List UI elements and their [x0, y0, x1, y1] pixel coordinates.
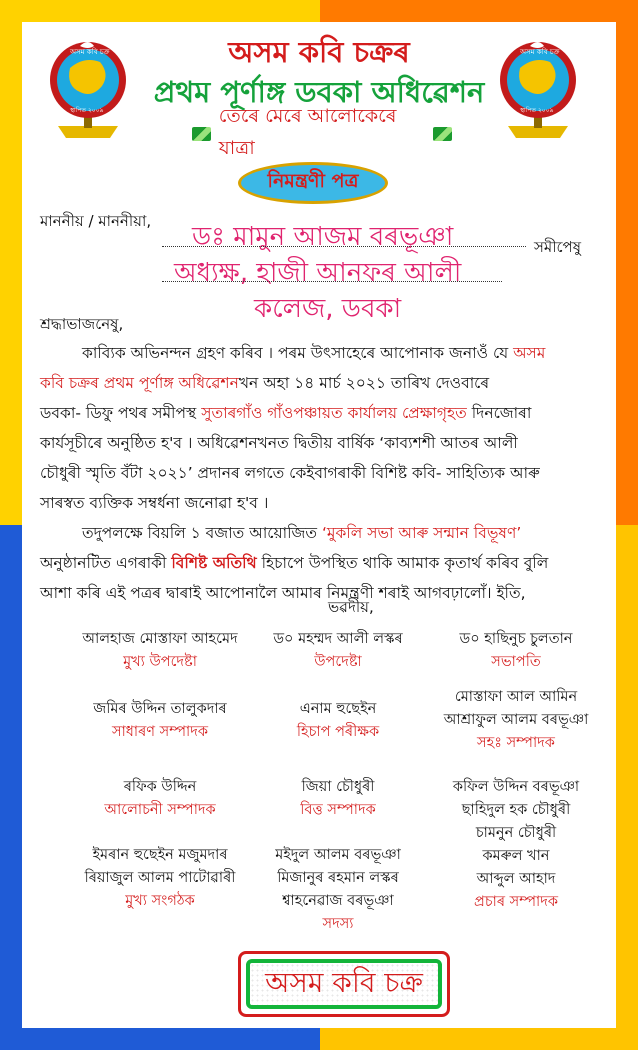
signatory [238, 776, 438, 822]
signatory-name: ছাহিদুল হক চৌধুৰী [461, 802, 571, 818]
recipient-institution: কলেজ, ডবকা [254, 294, 402, 324]
signatory-name: ৰফিক উদ্দিন [123, 779, 197, 795]
logo-ring-year: স্থাপিত ২০০৯ [520, 107, 554, 114]
signatory [60, 698, 260, 744]
footer-badge [238, 951, 450, 1017]
signatory-role: বিত্ত সম্পাদক [300, 802, 376, 818]
body-line: কবি চক্ৰৰ প্ৰথম পূৰ্ণাঙ্গ অধিৱেশনখন অহা ১৪ মাৰ্চ ২০২১ তাৰিখ দেওবাৰে [40, 374, 490, 392]
motto-text: তেৰে মেৰে আলোকেৰে যাত্ৰা [218, 105, 397, 159]
address-dotted-line [162, 246, 526, 247]
signatory [60, 776, 260, 822]
signatory-name: জিয়া চৌধুৰী [301, 779, 375, 795]
signatory-name: চামনুন চৌধুৰী [475, 825, 557, 841]
recipient-name: ডঃ মামুন আজম বৰভূঞা [192, 222, 454, 252]
signatory-role: সভাপতি [491, 654, 541, 670]
signatory-role: প্ৰচাৰ সম্পাদক [474, 894, 558, 910]
motto-banner [192, 105, 452, 159]
signatory [416, 686, 616, 755]
signatory-name: এনাম হুছেইন [299, 701, 377, 717]
signatory [238, 844, 438, 936]
signatory-name: মইদুল আলম বৰভূঞা [275, 847, 401, 863]
signatory-name: আলহাজ মোস্তাফা আহমেদ [82, 631, 238, 647]
signatory [238, 698, 438, 744]
body-line: কাব্যিক অভিনন্দন গ্ৰহণ কৰিব । পৰম উৎসাহেৰে আপোনাক জনাওঁ যে অসম [82, 344, 546, 362]
logo-ring-year: স্থাপিত ২০০৯ [70, 107, 104, 114]
body-line: সাৰস্বত ব্যক্তিক সম্বৰ্ধনা জনোৱা হ'ব । [40, 494, 269, 512]
footer-badge-text: অসম কবি চক্ৰ [265, 965, 423, 999]
body-line: অনুষ্ঠানটিত এগৰাকী বিশিষ্ট অতিথি হিচাপে উপস্থিত থাকি আমাক কৃতাৰ্থ কৰিব বুলি [40, 554, 549, 572]
signatory-role: সদস্য [322, 916, 354, 932]
invitation-label-text: নিমন্ত্ৰণী পত্ৰ [267, 170, 359, 192]
signatory-name: কফিল উদ্দিন বৰভূঞা [452, 779, 580, 795]
organization-title: অসম কবি চক্ৰৰ [228, 35, 410, 69]
sign-off: ভৱদীয়, [328, 598, 374, 616]
logo-ring-text: অসম কবি চক্ৰ [70, 48, 110, 56]
body-line: কাৰ্যসূচীৰে অনুষ্ঠিত হ'ব । অধিৱেশনখনত দ্বিতীয় বাৰ্ষিক ‘কাব্যশশী আতৰ আলী [40, 434, 518, 452]
signatory-name: মোস্তাফা আল আমিন [454, 689, 578, 705]
signatory-role: হিচাপ পৰীক্ষক [296, 724, 380, 740]
signatory-name: শ্বাহনেৱাজ বৰভূঞা [282, 893, 394, 909]
signatory-role: উপদেষ্টা [314, 654, 362, 670]
signatory-role: মুখ্য উপদেষ্টা [123, 654, 197, 670]
recipient-designation: অধ্যক্ষ, হাজী আনফৰ আলী [174, 258, 462, 288]
signatory-name: ইমৰান হুছেইন মজুমদাৰ [92, 847, 228, 863]
body-line: তদুপলক্ষে বিয়লি ১ বজাত আয়োজিত ‘মুকলি সভা আৰু সন্মান বিভূষণ’ [82, 524, 522, 542]
signatory-role: সহঃ সম্পাদক [477, 735, 555, 751]
signatory [238, 628, 438, 674]
signatory-name: জমিৰ উদ্দিন তালুকদাৰ [93, 701, 227, 717]
body-line: আশা কৰি এই পত্ৰৰ দ্বাৰাই আপোনালৈ আমাৰ নিমন্ত্ৰণী শৰাই আগবঢ়ালোঁ। ইতি, [40, 584, 526, 602]
signatory-name: ড০ মহম্মদ আলী লস্কৰ [273, 631, 403, 647]
address-suffix: সমীপেষু [534, 238, 582, 256]
invitation-label-badge [238, 162, 388, 204]
address-label: মাননীয় / মাননীয়া, [40, 212, 152, 230]
signatory-name: ড০ হাছিনুচ চুলতান [459, 631, 573, 647]
flag-icon [192, 127, 211, 141]
signatory-name: আব্দুল আহাদ [476, 871, 556, 887]
signatory [60, 628, 260, 674]
logo-ring-text: অসম কবি চক্ৰ [520, 48, 560, 56]
signatory [416, 776, 616, 914]
body-line: চৌধুৰী স্মৃতি বঁটা ২০২১’ প্ৰদানৰ লগতে কেইবাগৰাকী বিশিষ্ট কবি- সাহিত্যিক আৰু [40, 464, 540, 482]
signatory [416, 628, 616, 674]
flag-icon [433, 127, 452, 141]
signatory-role: সাধাৰণ সম্পাদক [111, 724, 208, 740]
body-line: ডবকা- ডিফু পথৰ সমীপস্থ সুতাৰগাঁও গাঁওপঞ্চায়ত কাৰ্যালয় প্ৰেক্ষাগৃহত দিনজোৰা [40, 404, 532, 422]
salutation: শ্ৰদ্ধাভাজনেষু, [40, 315, 124, 333]
signatory-name: আশ্ৰাফুল আলম বৰভূঞা [443, 712, 589, 728]
address-dotted-line [162, 281, 502, 282]
event-title: প্ৰথম পূৰ্ণাঙ্গ ডবকা অধিৱেশন [153, 75, 485, 109]
signatory-role: মুখ্য সংগঠক [125, 893, 195, 909]
signatory [60, 844, 260, 913]
footer-badge-inner [246, 959, 442, 1009]
signatory-name: ৰিয়াজুল আলম পাটোৱাৰী [84, 870, 236, 886]
signatory-name: কমৰুল খান [482, 848, 550, 864]
signatory-role: আলোচনী সম্পাদক [104, 802, 216, 818]
signatory-name: মিজানুৰ ৰহমান লস্কৰ [277, 870, 399, 886]
